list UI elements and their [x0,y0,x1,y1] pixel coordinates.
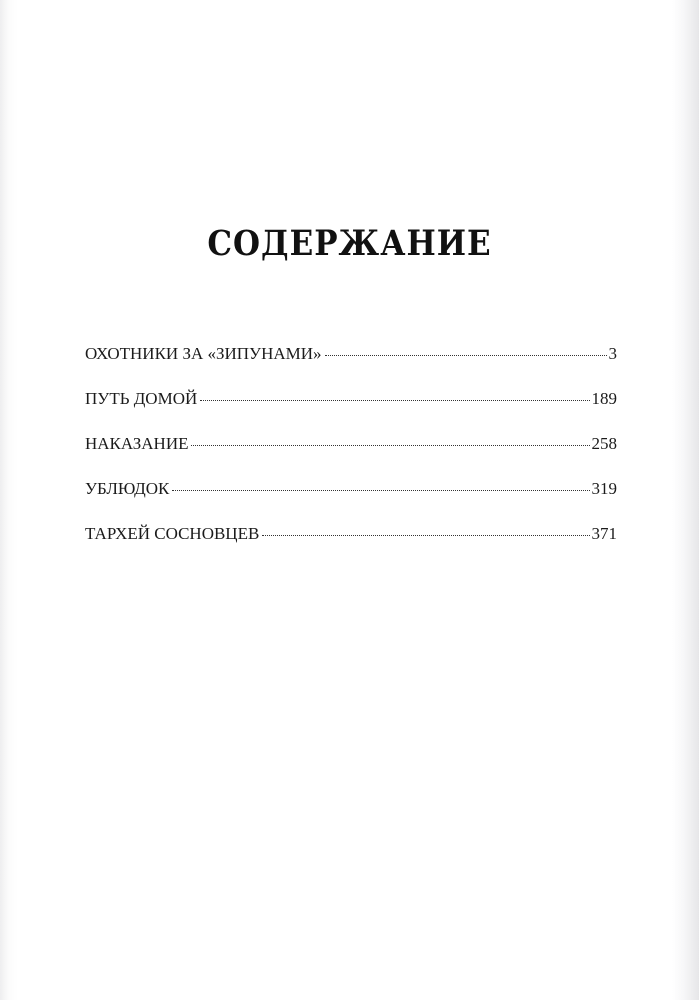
toc-entry [85,524,617,569]
toc-entry-page-number: 371 [591,524,617,543]
toc-entry-page-number: 258 [591,434,617,453]
toc-entry-page-number: 319 [591,479,617,498]
dot-leader [200,400,589,401]
page-title: СОДЕРЖАНИЕ [207,223,492,265]
table-of-contents [85,344,617,569]
toc-entry [85,479,617,524]
toc-entry-title: НАКАЗАНИЕ [85,434,189,453]
toc-entry-page-number: 3 [608,344,617,363]
toc-entry-title: ОХОТНИКИ ЗА «ЗИПУНАМИ» [85,344,322,363]
toc-entry [85,344,617,389]
toc-entry-title: УБЛЮДОК [85,479,170,498]
toc-entry-page-number: 189 [591,389,617,408]
dot-leader [172,490,589,491]
toc-entry-title: ТАРХЕЙ СОСНОВЦЕВ [85,524,260,543]
toc-entry-title: ПУТЬ ДОМОЙ [85,389,198,408]
toc-entry [85,434,617,479]
dot-leader [262,535,589,536]
dot-leader [191,445,589,446]
toc-entry [85,389,617,434]
dot-leader [325,355,607,356]
